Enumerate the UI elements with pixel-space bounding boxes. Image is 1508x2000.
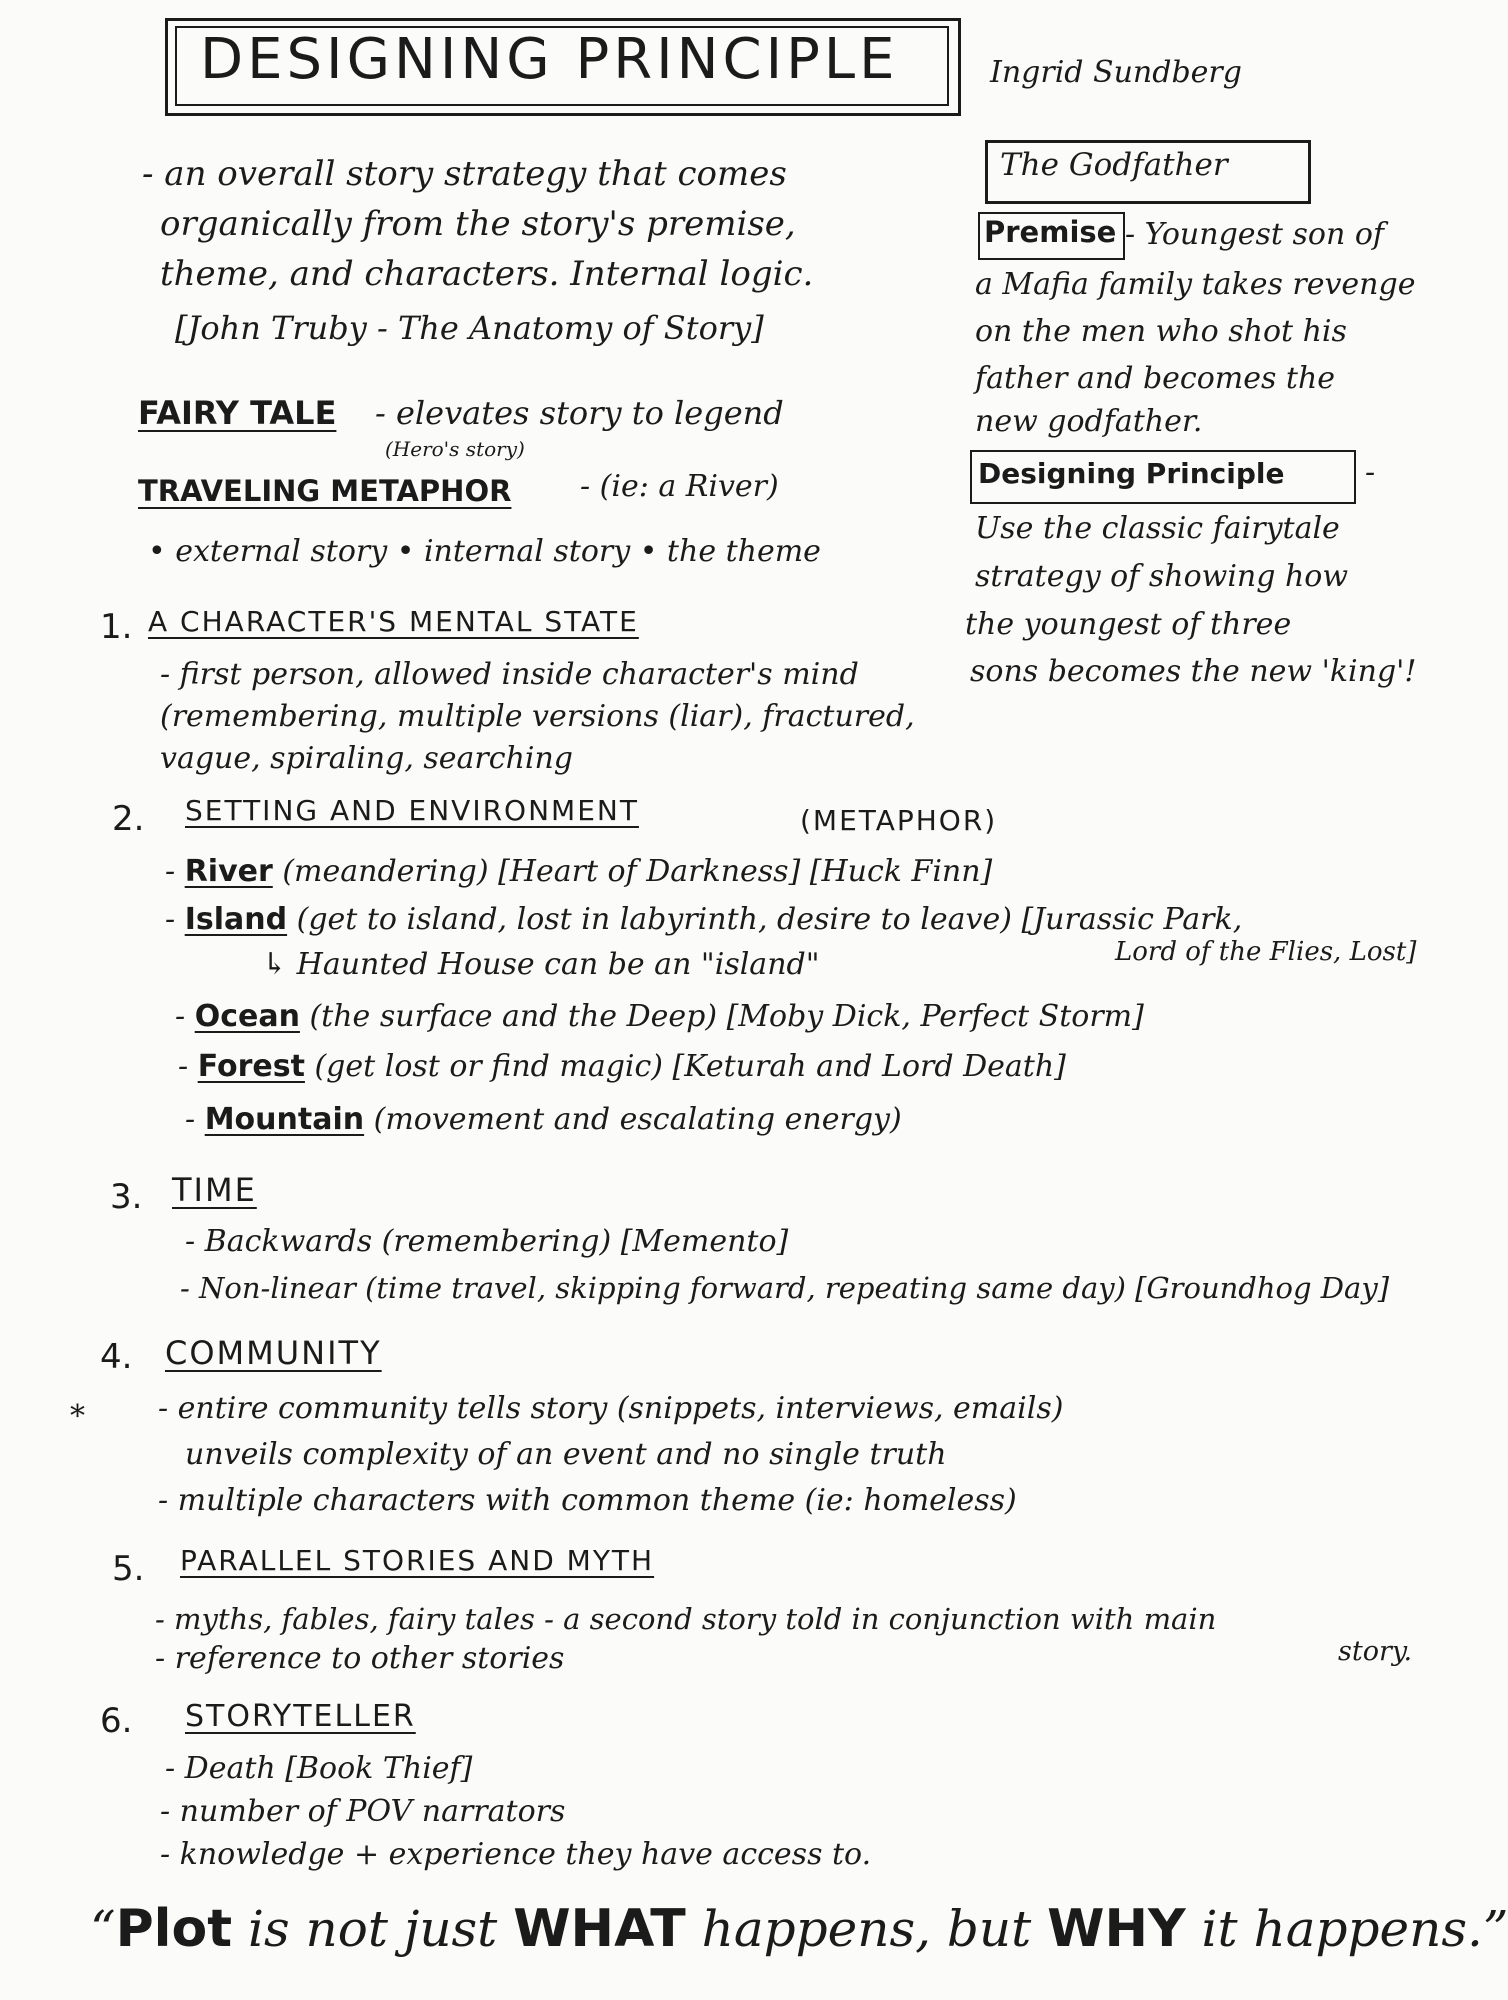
traveling-metaphor-text: - (ie: a River) (580, 469, 779, 504)
section-line: vague, spiraling, searching (160, 741, 574, 776)
section-number: 3. (110, 1177, 143, 1217)
premise-line: father and becomes the (975, 361, 1336, 396)
section-line: - Death [Book Thief] (165, 1751, 473, 1786)
item-text: (meandering) [Heart of Darkness] [Huck Finn] (282, 854, 993, 889)
section-line: - first person, allowed inside character's mind (160, 657, 859, 692)
premise-line: - Youngest son of (1125, 217, 1384, 252)
item-text: (get lost or find magic) [Keturah and Lord Death] (314, 1049, 1066, 1084)
section-heading: SETTING AND ENVIRONMENT (185, 794, 639, 827)
section-line: - myths, fables, fairy tales - a second story told in conjunction with main (155, 1602, 1217, 1636)
intro-citation: [John Truby - The Anatomy of Story] (175, 309, 764, 347)
closing-quote (90, 1900, 1508, 1960)
premise-line: a Mafia family takes revenge (975, 267, 1416, 302)
keyword: Forest (197, 1049, 305, 1084)
section-number: 5. (112, 1549, 145, 1589)
list-item: - Mountain (movement and escalating energy) (185, 1102, 902, 1137)
section-line: - Backwards (remembering) [Memento] (185, 1224, 789, 1259)
designing-principle-dash: - (1365, 455, 1376, 490)
premise-label: Premise (984, 215, 1117, 249)
quote-word-plot: Plot (115, 1899, 233, 1959)
intro-line: organically from the story's premise, (160, 204, 796, 244)
open-quote-mark: “ (90, 1900, 116, 1958)
intro-line: - an overall story strategy that comes (142, 154, 787, 194)
fairy-tale-text: - elevates story to legend (375, 394, 784, 432)
example-title: The Godfather (1000, 147, 1228, 183)
item-continuation: Lord of the Flies, Lost] (1115, 937, 1417, 967)
premise-line: on the men who shot his (975, 314, 1347, 349)
section-note: (METAPHOR) (800, 804, 998, 837)
page-title: DESIGNING PRINCIPLE (200, 27, 899, 92)
section-line: - number of POV narrators (160, 1794, 566, 1829)
section-number: 4. (100, 1337, 133, 1377)
metaphor-bullets: • external story • internal story • the theme (148, 534, 821, 569)
list-item: - Island (get to island, lost in labyrinth, desire to leave) [Jurassic Park, (165, 902, 1243, 937)
quote-word-what: WHAT (513, 1899, 686, 1959)
item-text: (the surface and the Deep) [Moby Dick, Perfect Storm] (309, 999, 1144, 1034)
section-line: - Non-linear (time travel, skipping forward, repeating same day) [Groundhog Day] (180, 1271, 1390, 1305)
item-text: (movement and escalating energy) (373, 1102, 902, 1137)
dp-line: Use the classic fairytale (975, 511, 1340, 546)
keyword: River (184, 854, 273, 889)
close-quote-mark: ” (1482, 1900, 1508, 1958)
section-line: - reference to other stories (155, 1641, 565, 1676)
section-heading: STORYTELLER (185, 1699, 416, 1734)
quote-text: it happens. (1185, 1900, 1483, 1958)
dp-line: sons becomes the new 'king'! (970, 654, 1417, 689)
section-number: 6. (100, 1701, 133, 1741)
list-item: - Ocean (the surface and the Deep) [Moby Dick, Perfect Storm] (175, 999, 1144, 1034)
section-line-wrap: story. (1338, 1636, 1413, 1667)
designing-principle-label: Designing Principle (978, 457, 1285, 490)
premise-line: new godfather. (975, 404, 1203, 439)
traveling-metaphor-label: TRAVELING METAPHOR (138, 474, 512, 508)
section-line: - multiple characters with common theme (ie: homeless) (158, 1483, 1017, 1518)
section-line: - entire community tells story (snippets, interviews, emails) (158, 1391, 1064, 1426)
star-icon: * (70, 1399, 85, 1434)
dp-line: the youngest of three (965, 607, 1292, 642)
section-number: 2. (112, 799, 145, 839)
item-text: (get to island, lost in labyrinth, desire to leave) [Jurassic Park, (296, 902, 1243, 937)
list-item: - River (meandering) [Heart of Darkness] [Huck Finn] (165, 854, 993, 889)
section-heading: TIME (172, 1171, 257, 1209)
section-heading: A CHARACTER'S MENTAL STATE (148, 605, 639, 638)
section-line: unveils complexity of an event and no single truth (185, 1437, 947, 1472)
section-heading: COMMUNITY (165, 1334, 382, 1372)
quote-word-why: WHY (1047, 1899, 1186, 1959)
section-line: (remembering, multiple versions (liar), fractured, (160, 699, 915, 734)
author: Ingrid Sundberg (990, 55, 1242, 90)
keyword: Mountain (204, 1102, 365, 1137)
intro-line: theme, and characters. Internal logic. (160, 254, 814, 294)
fairy-tale-label: FAIRY TALE (138, 394, 337, 432)
item-subnote: ↳ Haunted House can be an "island" (262, 947, 820, 982)
keyword: Island (184, 902, 288, 937)
quote-text: happens, but (685, 1900, 1048, 1958)
quote-text: is not just (232, 1900, 514, 1958)
dp-line: strategy of showing how (975, 559, 1349, 594)
section-heading: PARALLEL STORIES AND MYTH (180, 1544, 655, 1577)
section-line: - knowledge + experience they have access to. (160, 1837, 872, 1872)
section-number: 1. (100, 607, 133, 647)
keyword: Ocean (194, 999, 300, 1034)
fairy-tale-note: (Hero's story) (385, 437, 525, 461)
list-item: - Forest (get lost or find magic) [Keturah and Lord Death] (178, 1049, 1066, 1084)
